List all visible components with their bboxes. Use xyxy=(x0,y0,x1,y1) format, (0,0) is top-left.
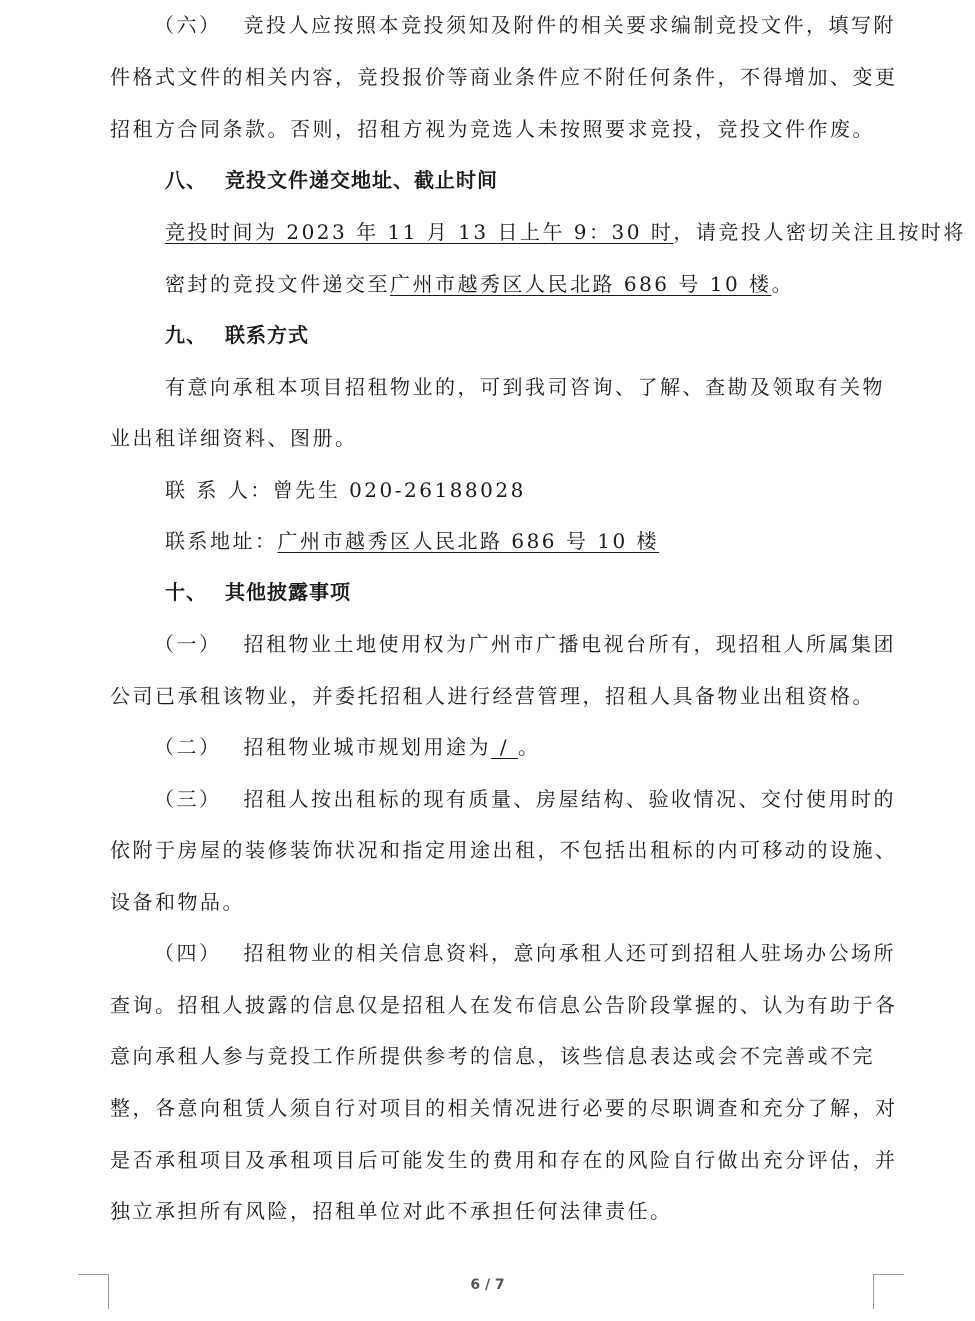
paragraph-line: 公司已承租该物业，并委托招租人进行经营管理，招租人具备物业出租资格。 xyxy=(110,684,875,708)
paragraph-line: 招租方合同条款。否则，招租方视为竞选人未按照要求竞投，竞投文件作废。 xyxy=(110,117,875,141)
paragraph-line: 独立承担所有风险，招租单位对此不承担任何法律责任。 xyxy=(110,1199,673,1223)
paragraph-line: 有意向承租本项目招租物业的，可到我司咨询、了解、查勘及领取有关物 xyxy=(165,375,885,399)
contact-person xyxy=(165,477,526,503)
paragraph-line: 依附于房屋的装修装饰状况和指定用途出租，不包括出租标的内可移动的设施、 xyxy=(110,838,898,862)
paragraph-line: 业出租详细资料、图册。 xyxy=(110,426,358,450)
paragraph-line: 查询。招租人披露的信息仅是招租人在发布信息公告阶段掌握的、认为有助于各 xyxy=(110,993,898,1017)
section-heading xyxy=(165,322,309,348)
heading-number: 九、 xyxy=(165,323,207,347)
item-label: （二） xyxy=(154,735,222,759)
deadline-time: 竞投时间为 2023 年 11 月 13 日上午 9：30 时 xyxy=(165,220,674,244)
heading-title: 联系方式 xyxy=(225,323,309,347)
section-heading xyxy=(165,579,351,605)
item-label: （六） xyxy=(154,13,222,37)
paragraph-line: 意向承租人参与竞投工作所提供参考的信息，该些信息表达或会不完善或不完 xyxy=(110,1044,875,1068)
item-label: （三） xyxy=(154,787,222,811)
item-label: （一） xyxy=(154,632,222,656)
paragraph-line: 件格式文件的相关内容，竞投报价等商业条件应不附任何条件，不得增加、变更 xyxy=(110,65,898,89)
contact-address xyxy=(165,528,659,554)
heading-number: 八、 xyxy=(165,168,207,192)
paragraph-line: 整，各意向租赁人须自行对项目的相关情况进行必要的尽职调查和充分了解，对 xyxy=(110,1096,898,1120)
paragraph-line: 密封的竞投文件递交至广州市越秀区人民北路 686 号 10 楼。 xyxy=(165,272,795,296)
paragraph-line: （三） 招租人按出租标的现有质量、房屋结构、验收情况、交付使用时的 xyxy=(154,787,896,811)
paragraph-line xyxy=(154,12,896,38)
submission-address: 广州市越秀区人民北路 686 号 10 楼 xyxy=(390,272,772,296)
address-value: 广州市越秀区人民北路 686 号 10 楼 xyxy=(277,529,660,553)
heading-title: 其他披露事项 xyxy=(225,580,351,604)
paragraph-text: 竞投人应按照本竞投须知及附件的相关要求编制竞投文件，填写附 xyxy=(243,13,896,37)
heading-title: 竞投文件递交地址、截止时间 xyxy=(225,168,498,192)
page-number: 6 / 7 xyxy=(470,1277,505,1293)
paragraph-line: （二） 招租物业城市规划用途为 / 。 xyxy=(154,735,541,759)
item-label: （四） xyxy=(154,941,222,965)
heading-number: 十、 xyxy=(165,580,207,604)
contact-label: 联 系 人： xyxy=(165,478,273,502)
paragraph-line: 竞投时间为 2023 年 11 月 13 日上午 9：30 时，请竞投人密切关注且按时将 xyxy=(165,220,966,244)
paragraph-line: 是否承租项目及承租项目后可能发生的费用和存在的风险自行做出充分评估，并 xyxy=(110,1148,898,1172)
paragraph-line: （一） 招租物业土地使用权为广州市广播电视台所有，现招租人所属集团 xyxy=(154,632,896,656)
paragraph-line: 设备和物品。 xyxy=(110,890,245,914)
contact-value: 曾先生 020-26188028 xyxy=(272,478,526,502)
section-heading xyxy=(165,167,498,193)
paragraph-line: （四） 招租物业的相关信息资料，意向承租人还可到招租人驻场办公场所 xyxy=(154,941,896,965)
planning-use-value: / xyxy=(491,735,518,759)
address-label: 联系地址： xyxy=(165,529,278,553)
